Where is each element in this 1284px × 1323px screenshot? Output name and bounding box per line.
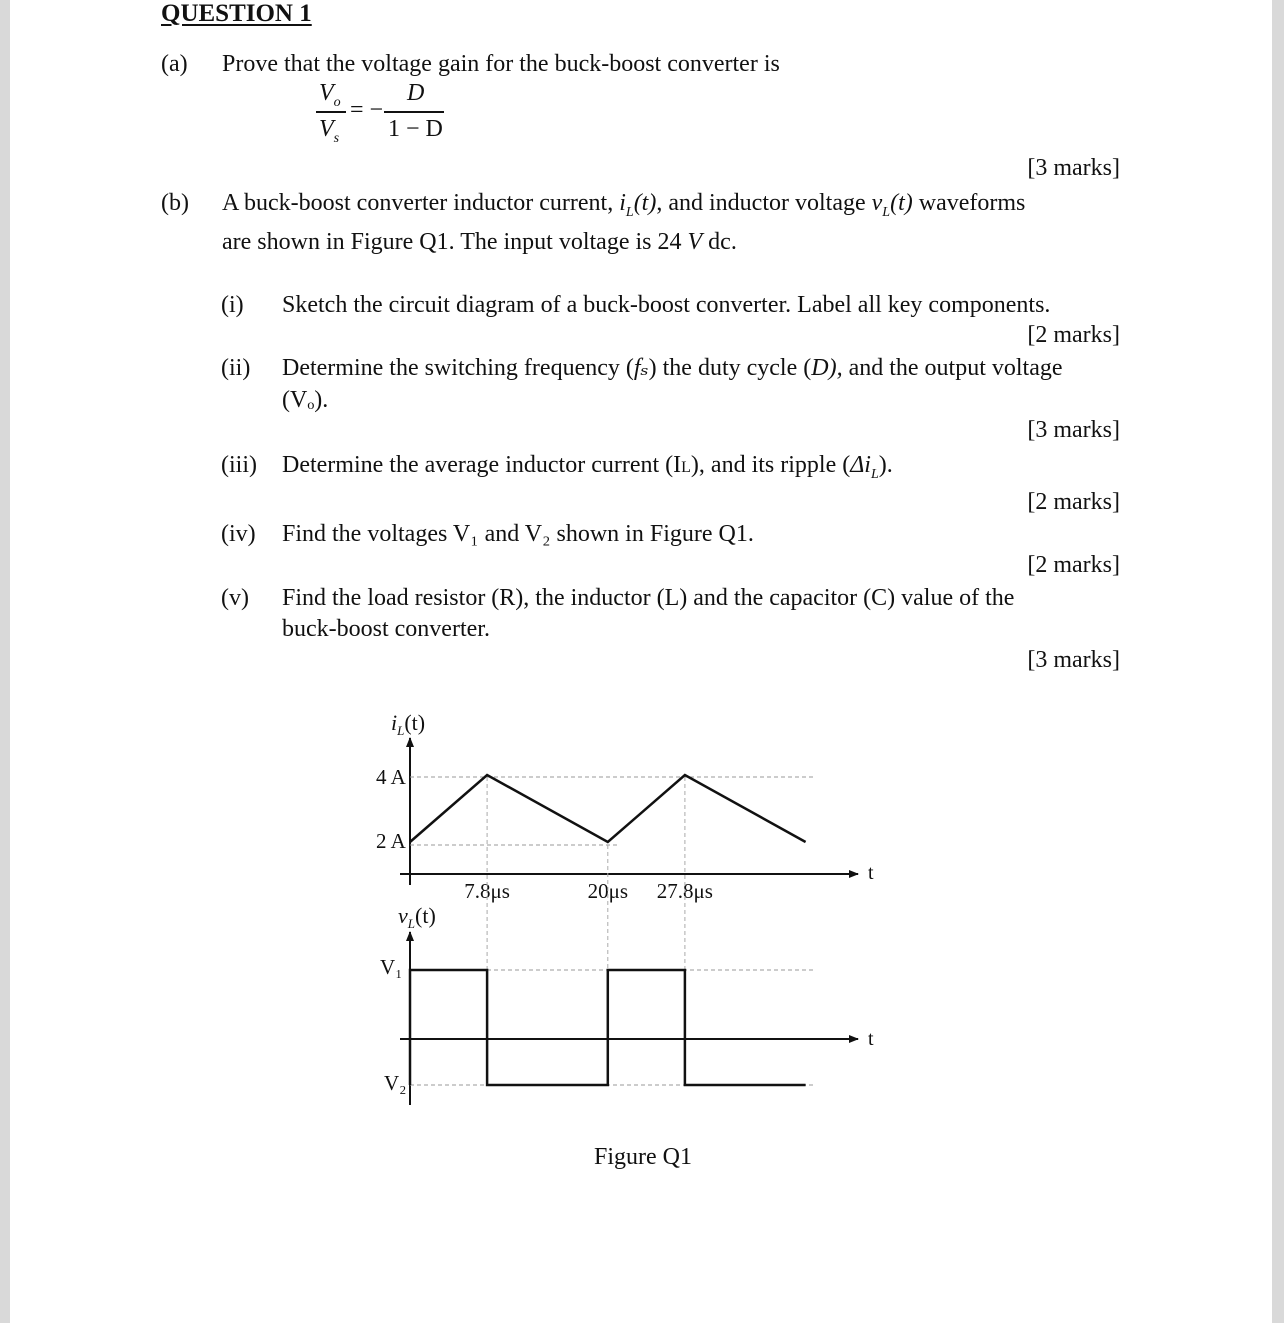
sub-i-label: (i) xyxy=(221,292,244,318)
sub-v-line1: Find the load resistor (R), the inductor (L) and the capacitor (C) value of the xyxy=(282,585,1015,611)
inductor-voltage-waveform xyxy=(410,970,806,1085)
sub-ii-line2: (Vₒ). xyxy=(282,387,329,413)
part-a-marks: [3 marks] xyxy=(1027,155,1120,181)
sub-ii-marks: [3 marks] xyxy=(1027,417,1120,443)
part-b-intro-line2: are shown in Figure Q1. The input voltage is 24 V dc. xyxy=(222,229,737,255)
sub-v-label: (v) xyxy=(221,585,249,611)
part-b-label: (b) xyxy=(161,190,189,216)
sub-iii-label: (iii) xyxy=(221,452,257,478)
figure-q1 xyxy=(350,700,910,1120)
exam-page xyxy=(10,0,1272,1323)
vl-axis-label: $v_L(t)$ xyxy=(398,903,436,931)
sub-v-line2: buck-boost converter. xyxy=(282,616,490,642)
part-b-intro-line1: A buck-boost converter inductor current, $i_L(t)$, and inductor voltage $v_L(t)$ waveforms xyxy=(222,190,1026,220)
eq-fraction-bar-right xyxy=(384,111,444,113)
xtick-label-20us: 20μs xyxy=(587,879,629,903)
inductor-current-waveform xyxy=(410,775,806,842)
vl-x-axis-label: t xyxy=(868,1028,874,1050)
il-axis-label: $i_L(t)$ xyxy=(391,710,426,738)
eq-fraction-bar-left xyxy=(316,111,346,113)
il-ytick-label-4a: 4 A xyxy=(376,765,406,789)
xtick-label-27-8us: 27.8μs xyxy=(656,879,713,903)
eq-denominator-left: $V_s$ xyxy=(319,116,340,146)
sub-iv-label: (iv) xyxy=(221,521,256,547)
part-a-label: (a) xyxy=(161,51,188,77)
eq-equals: = − xyxy=(350,97,384,123)
sub-ii-line1: Determine the switching frequency (fₛ) the duty cycle (D), and the output voltage xyxy=(282,355,1063,381)
sub-iii-text: Determine the average inductor current (IL), and its ripple $(\Delta i_L)$. xyxy=(282,452,893,482)
il-ytick-label-2a: 2 A xyxy=(376,829,406,853)
sub-iv-marks: [2 marks] xyxy=(1027,552,1120,578)
v2-label: V₂ xyxy=(384,1071,407,1095)
eq-numerator-left: $V_o$ xyxy=(319,80,341,110)
sub-iv-text: Find the voltages V₁ and V₂ shown in Figure Q1. xyxy=(282,521,754,547)
question-heading: QUESTION 1 xyxy=(161,0,312,27)
eq-denominator-right: 1 − D xyxy=(388,116,443,142)
xtick-label-7-8us: 7.8μs xyxy=(464,879,510,903)
il-x-axis-label: t xyxy=(868,862,874,884)
sub-i-marks: [2 marks] xyxy=(1027,322,1120,348)
eq-numerator-right: D xyxy=(407,80,425,106)
part-a-text: Prove that the voltage gain for the buck-boost converter is xyxy=(222,51,780,77)
v1-label: V₁ xyxy=(380,955,403,979)
sub-ii-label: (ii) xyxy=(221,355,251,381)
figure-caption: Figure Q1 xyxy=(594,1144,692,1170)
sub-i-text: Sketch the circuit diagram of a buck-boost converter. Label all key components. xyxy=(282,292,1051,318)
sub-iii-marks: [2 marks] xyxy=(1027,489,1120,515)
sub-v-marks: [3 marks] xyxy=(1027,647,1120,673)
